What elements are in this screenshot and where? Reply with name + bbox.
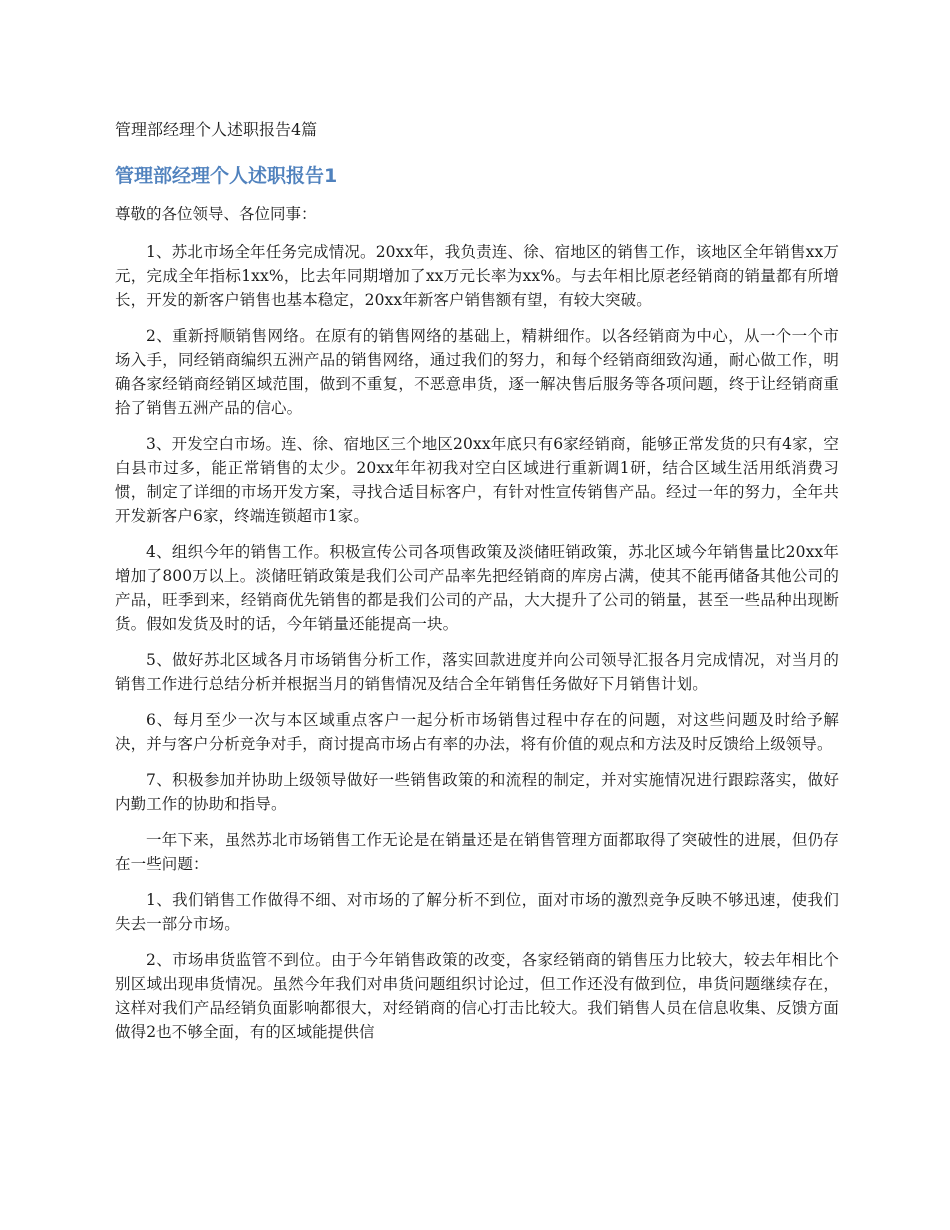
paragraph-1: 1、苏北市场全年任务完成情况。20xx年，我负责连、徐、宿地区的销售工作，该地区全年销售xx万元，完成全年指标1xx%，比去年同期增加了xx万元长率为xx%。与去年相比原老经销商的销量都有所增长，开发的新客户销售也基本稳定，20xx年新客户销售额有望，有较大突破。: [115, 243, 839, 309]
paragraph-4: 4、组织今年的销售工作。积极宣传公司各项售政策及淡储旺销政策，苏北区域今年销售量比20xx年增加了800万以上。淡储旺销政策是我们公司产品率先把经销商的库房占满，使其不能再储备其他公司的产品，旺季到来，经销商优先销售的都是我们公司的产品，大大提升了公司的销量，甚至一些品种出现断货。假如发货及时的话，今年销量还能提高一块。: [115, 543, 839, 633]
salutation: 尊敬的各位领导、各位同事：: [115, 205, 317, 223]
document-title: 管理部经理个人述职报告4篇: [115, 120, 318, 139]
paragraph-2: 2、重新捋顺销售网络。在原有的销售网络的基础上，精耕细作。以各经销商为中心，从一个一个市场入手，同经销商编织五洲产品的销售网络，通过我们的努力，和每个经销商细致沟通，耐心做工作，明确各家经销商经销区域范围，做到不重复，不恶意串货，逐一解决售后服务等各项问题，终于让经销商重拾了销售五洲产品的信心。: [115, 327, 839, 417]
section-heading: 管理部经理个人述职报告1: [115, 165, 338, 187]
paragraph-7: 7、积极参加并协助上级领导做好一些销售政策的和流程的制定，并对实施情况进行跟踪落实，做好内勤工作的协助和指导。: [115, 771, 839, 813]
paragraph-issue-2: 2、市场串货监管不到位。由于今年销售政策的改变，各家经销商的销售压力比较大，较去年相比个别区域出现串货情况。虽然今年我们对串货问题组织讨论过，但工作还没有做到位，串货问题继续存在，这样对我们产品经销负面影响都很大，对经销商的信心打击比较大。我们销售人员在信息收集、反馈方面做得2也不够全面，有的区域能提供信: [115, 951, 839, 1041]
document-page: [115, 118, 839, 1056]
paragraph-5: 5、做好苏北区域各月市场销售分析工作，落实回款进度并向公司领导汇报各月完成情况，对当月的销售工作进行总结分析并根据当月的销售情况及结合全年销售任务做好下月销售计划。: [115, 651, 839, 693]
paragraph-summary: 一年下来，虽然苏北市场销售工作无论是在销量还是在销售管理方面都取得了突破性的进展，但仍存在一些问题：: [115, 831, 839, 873]
paragraph-issue-1: 1、我们销售工作做得不细、对市场的了解分析不到位，面对市场的激烈竞争反映不够迅速，使我们失去一部分市场。: [115, 891, 839, 933]
paragraph-3: 3、开发空白市场。连、徐、宿地区三个地区20xx年底只有6家经销商，能够正常发货的只有4家，空白县市过多，能正常销售的太少。20xx年年初我对空白区域进行重新调1研，结合区域生活用纸消费习惯，制定了详细的市场开发方案，寻找合适目标客户，有针对性宣传销售产品。经过一年的努力，全年共开发新客户6家，终端连锁超市1家。: [115, 435, 839, 525]
paragraph-6: 6、每月至少一次与本区域重点客户一起分析市场销售过程中存在的问题，对这些问题及时给予解决，并与客户分析竞争对手，商讨提高市场占有率的办法，将有价值的观点和方法及时反馈给上级领导。: [115, 711, 839, 753]
